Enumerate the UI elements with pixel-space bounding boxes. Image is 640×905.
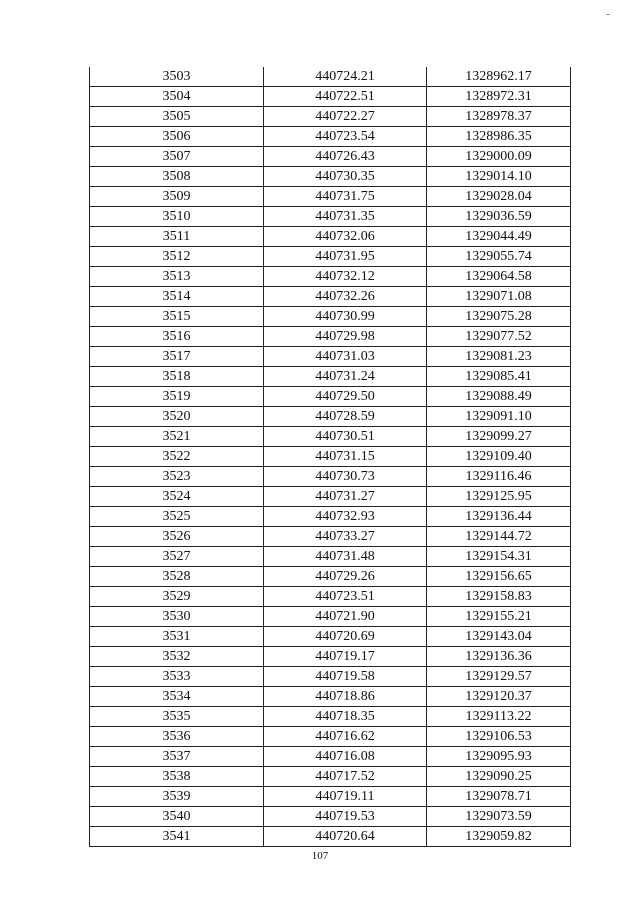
table-row — [90, 387, 571, 407]
table-row — [90, 107, 571, 127]
x-coordinate-cell: 440731.15 — [264, 447, 427, 467]
y-coordinate-cell: 1329081.23 — [427, 347, 571, 367]
point-id-cell: 3529 — [90, 587, 264, 607]
y-coordinate-cell: 1328986.35 — [427, 127, 571, 147]
point-id-cell: 3537 — [90, 747, 264, 767]
point-id-cell: 3522 — [90, 447, 264, 467]
y-coordinate-cell: 1329099.27 — [427, 427, 571, 447]
table-row — [90, 407, 571, 427]
y-coordinate-cell: 1329075.28 — [427, 307, 571, 327]
point-id-cell: 3540 — [90, 807, 264, 827]
table-row — [90, 167, 571, 187]
y-coordinate-cell: 1329036.59 — [427, 207, 571, 227]
y-coordinate-cell: 1329156.65 — [427, 567, 571, 587]
point-id-cell: 3515 — [90, 307, 264, 327]
table-row — [90, 627, 571, 647]
point-id-cell: 3513 — [90, 267, 264, 287]
x-coordinate-cell: 440718.35 — [264, 707, 427, 727]
y-coordinate-cell: 1329116.46 — [427, 467, 571, 487]
table-row — [90, 307, 571, 327]
point-id-cell: 3508 — [90, 167, 264, 187]
y-coordinate-cell: 1329090.25 — [427, 767, 571, 787]
table-row — [90, 467, 571, 487]
table-row — [90, 747, 571, 767]
y-coordinate-cell: 1329091.10 — [427, 407, 571, 427]
y-coordinate-cell: 1329125.95 — [427, 487, 571, 507]
table-row — [90, 527, 571, 547]
point-id-cell: 3507 — [90, 147, 264, 167]
point-id-cell: 3523 — [90, 467, 264, 487]
x-coordinate-cell: 440720.64 — [264, 827, 427, 847]
y-coordinate-cell: 1329028.04 — [427, 187, 571, 207]
x-coordinate-cell: 440730.51 — [264, 427, 427, 447]
x-coordinate-cell: 440718.86 — [264, 687, 427, 707]
point-id-cell: 3525 — [90, 507, 264, 527]
x-coordinate-cell: 440720.69 — [264, 627, 427, 647]
point-id-cell: 3518 — [90, 367, 264, 387]
x-coordinate-cell: 440719.58 — [264, 667, 427, 687]
x-coordinate-cell: 440730.35 — [264, 167, 427, 187]
x-coordinate-cell: 440716.08 — [264, 747, 427, 767]
x-coordinate-cell: 440716.62 — [264, 727, 427, 747]
y-coordinate-cell: 1329154.31 — [427, 547, 571, 567]
table-row — [90, 287, 571, 307]
point-id-cell: 3514 — [90, 287, 264, 307]
table-row — [90, 187, 571, 207]
x-coordinate-cell: 440728.59 — [264, 407, 427, 427]
table-row — [90, 507, 571, 527]
table-row — [90, 547, 571, 567]
y-coordinate-cell: 1328972.31 — [427, 87, 571, 107]
table-row — [90, 827, 571, 847]
x-coordinate-cell: 440723.54 — [264, 127, 427, 147]
y-coordinate-cell: 1329077.52 — [427, 327, 571, 347]
table-row — [90, 487, 571, 507]
y-coordinate-cell: 1329143.04 — [427, 627, 571, 647]
y-coordinate-cell: 1328962.17 — [427, 67, 571, 87]
x-coordinate-cell: 440731.27 — [264, 487, 427, 507]
y-coordinate-cell: 1329136.44 — [427, 507, 571, 527]
table-row — [90, 647, 571, 667]
point-id-cell: 3521 — [90, 427, 264, 447]
y-coordinate-cell: 1329106.53 — [427, 727, 571, 747]
y-coordinate-cell: 1328978.37 — [427, 107, 571, 127]
y-coordinate-cell: 1329113.22 — [427, 707, 571, 727]
x-coordinate-cell: 440732.12 — [264, 267, 427, 287]
point-id-cell: 3531 — [90, 627, 264, 647]
table-row — [90, 767, 571, 787]
point-id-cell: 3504 — [90, 87, 264, 107]
table-row — [90, 87, 571, 107]
x-coordinate-cell: 440722.51 — [264, 87, 427, 107]
x-coordinate-cell: 440732.06 — [264, 227, 427, 247]
table-row — [90, 227, 571, 247]
table-row — [90, 247, 571, 267]
x-coordinate-cell: 440729.50 — [264, 387, 427, 407]
y-coordinate-cell: 1329073.59 — [427, 807, 571, 827]
x-coordinate-cell: 440731.24 — [264, 367, 427, 387]
point-id-cell: 3538 — [90, 767, 264, 787]
y-coordinate-cell: 1329064.58 — [427, 267, 571, 287]
table-row — [90, 607, 571, 627]
point-id-cell: 3519 — [90, 387, 264, 407]
table-row — [90, 447, 571, 467]
table-row — [90, 267, 571, 287]
y-coordinate-cell: 1329109.40 — [427, 447, 571, 467]
point-id-cell: 3524 — [90, 487, 264, 507]
y-coordinate-cell: 1329014.10 — [427, 167, 571, 187]
point-id-cell: 3532 — [90, 647, 264, 667]
table-row — [90, 327, 571, 347]
x-coordinate-cell: 440719.11 — [264, 787, 427, 807]
x-coordinate-cell: 440729.98 — [264, 327, 427, 347]
table-row — [90, 367, 571, 387]
y-coordinate-cell: 1329059.82 — [427, 827, 571, 847]
x-coordinate-cell: 440732.26 — [264, 287, 427, 307]
x-coordinate-cell: 440729.26 — [264, 567, 427, 587]
y-coordinate-cell: 1329071.08 — [427, 287, 571, 307]
point-id-cell: 3528 — [90, 567, 264, 587]
table-row — [90, 727, 571, 747]
table-row — [90, 347, 571, 367]
x-coordinate-cell: 440726.43 — [264, 147, 427, 167]
y-coordinate-cell: 1329120.37 — [427, 687, 571, 707]
x-coordinate-cell: 440721.90 — [264, 607, 427, 627]
x-coordinate-cell: 440731.03 — [264, 347, 427, 367]
x-coordinate-cell: 440733.27 — [264, 527, 427, 547]
y-coordinate-cell: 1329158.83 — [427, 587, 571, 607]
table-row — [90, 707, 571, 727]
x-coordinate-cell: 440731.75 — [264, 187, 427, 207]
x-coordinate-cell: 440723.51 — [264, 587, 427, 607]
point-id-cell: 3541 — [90, 827, 264, 847]
coordinate-table — [89, 67, 571, 847]
y-coordinate-cell: 1329155.21 — [427, 607, 571, 627]
page-corner-mark — [606, 14, 610, 15]
table-row — [90, 807, 571, 827]
x-coordinate-cell: 440719.17 — [264, 647, 427, 667]
table-row — [90, 207, 571, 227]
table-row — [90, 147, 571, 167]
y-coordinate-cell: 1329085.41 — [427, 367, 571, 387]
point-id-cell: 3520 — [90, 407, 264, 427]
point-id-cell: 3534 — [90, 687, 264, 707]
point-id-cell: 3530 — [90, 607, 264, 627]
y-coordinate-cell: 1329144.72 — [427, 527, 571, 547]
x-coordinate-cell: 440730.99 — [264, 307, 427, 327]
y-coordinate-cell: 1329000.09 — [427, 147, 571, 167]
table-row — [90, 67, 571, 87]
table-row — [90, 427, 571, 447]
point-id-cell: 3536 — [90, 727, 264, 747]
point-id-cell: 3509 — [90, 187, 264, 207]
y-coordinate-cell: 1329055.74 — [427, 247, 571, 267]
table-row — [90, 567, 571, 587]
x-coordinate-cell: 440731.95 — [264, 247, 427, 267]
y-coordinate-cell: 1329044.49 — [427, 227, 571, 247]
point-id-cell: 3512 — [90, 247, 264, 267]
point-id-cell: 3517 — [90, 347, 264, 367]
point-id-cell: 3505 — [90, 107, 264, 127]
table-row — [90, 127, 571, 147]
point-id-cell: 3506 — [90, 127, 264, 147]
x-coordinate-cell: 440717.52 — [264, 767, 427, 787]
x-coordinate-cell: 440722.27 — [264, 107, 427, 127]
point-id-cell: 3535 — [90, 707, 264, 727]
y-coordinate-cell: 1329095.93 — [427, 747, 571, 767]
y-coordinate-cell: 1329078.71 — [427, 787, 571, 807]
y-coordinate-cell: 1329136.36 — [427, 647, 571, 667]
x-coordinate-cell: 440731.35 — [264, 207, 427, 227]
table-row — [90, 587, 571, 607]
table-row — [90, 667, 571, 687]
y-coordinate-cell: 1329129.57 — [427, 667, 571, 687]
x-coordinate-cell: 440731.48 — [264, 547, 427, 567]
page-number: 107 — [311, 850, 329, 862]
point-id-cell: 3527 — [90, 547, 264, 567]
point-id-cell: 3539 — [90, 787, 264, 807]
x-coordinate-cell: 440732.93 — [264, 507, 427, 527]
table-row — [90, 687, 571, 707]
point-id-cell: 3503 — [90, 67, 264, 87]
x-coordinate-cell: 440724.21 — [264, 67, 427, 87]
point-id-cell: 3526 — [90, 527, 264, 547]
point-id-cell: 3533 — [90, 667, 264, 687]
coordinate-table-body — [90, 67, 571, 847]
x-coordinate-cell: 440730.73 — [264, 467, 427, 487]
point-id-cell: 3510 — [90, 207, 264, 227]
y-coordinate-cell: 1329088.49 — [427, 387, 571, 407]
point-id-cell: 3516 — [90, 327, 264, 347]
point-id-cell: 3511 — [90, 227, 264, 247]
x-coordinate-cell: 440719.53 — [264, 807, 427, 827]
table-row — [90, 787, 571, 807]
